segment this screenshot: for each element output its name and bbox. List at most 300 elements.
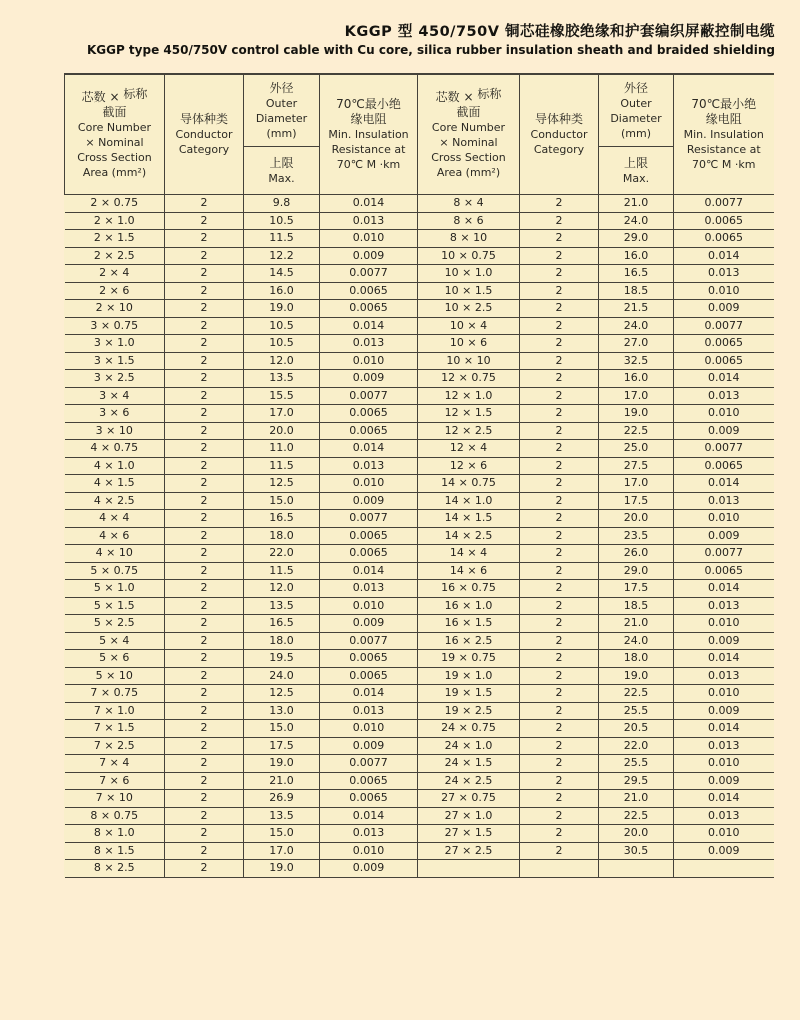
table-cell: 2 (520, 282, 599, 300)
table-cell: 2 (165, 632, 244, 650)
table-cell: 10 × 4 (418, 317, 520, 335)
table-cell: 3 × 10 (65, 422, 165, 440)
table-cell: 2 (165, 247, 244, 265)
table-cell: 0.013 (674, 597, 774, 615)
table-cell: 9.8 (244, 195, 320, 213)
table-cell: 27.0 (599, 335, 674, 353)
table-cell: 21.0 (599, 195, 674, 213)
table-cell: 2 (165, 615, 244, 633)
table-cell: 2 (520, 737, 599, 755)
table-row (65, 615, 774, 633)
page-title-zh: KGGP 型 450/750V 铜芯硅橡胶绝缘和护套编织屏蔽控制电缆 (344, 24, 775, 40)
table-cell: 0.0077 (320, 632, 418, 650)
table-cell: 14.5 (244, 265, 320, 283)
table-cell: 16 × 2.5 (418, 632, 520, 650)
table-cell: 0.009 (674, 632, 774, 650)
table-cell: 0.0065 (320, 667, 418, 685)
table-cell: 0.010 (674, 405, 774, 423)
table-cell: 0.010 (320, 475, 418, 493)
table-cell: 0.0065 (320, 790, 418, 808)
table-cell: 2 (165, 650, 244, 668)
table-cell: 2 (520, 667, 599, 685)
table-cell: 0.0077 (320, 265, 418, 283)
table-cell: 8 × 6 (418, 212, 520, 230)
table-cell: 29.0 (599, 230, 674, 248)
table-cell: 2 (165, 597, 244, 615)
table-cell: 16.5 (599, 265, 674, 283)
table-row (65, 772, 774, 790)
header-conductor-category-left: 导体种类 Conductor Category (165, 74, 244, 195)
table-cell: 27 × 2.5 (418, 842, 520, 860)
table-cell: 0.013 (320, 825, 418, 843)
table-cell: 0.010 (674, 615, 774, 633)
table-cell: 2 (520, 405, 599, 423)
table-cell: 2 (165, 527, 244, 545)
table-cell: 2 (165, 212, 244, 230)
table-cell: 7 × 1.0 (65, 702, 165, 720)
table-cell: 20.0 (599, 825, 674, 843)
table-cell: 0.010 (674, 685, 774, 703)
table-cell: 10.5 (244, 212, 320, 230)
table-cell: 11.5 (244, 230, 320, 248)
table-row (65, 580, 774, 598)
table-cell: 19.0 (244, 300, 320, 318)
table-cell: 21.0 (599, 615, 674, 633)
table-cell: 10 × 1.0 (418, 265, 520, 283)
table-cell: 0.014 (320, 440, 418, 458)
table-cell: 0.014 (320, 562, 418, 580)
table-cell: 0.0065 (320, 405, 418, 423)
table-cell: 0.009 (320, 247, 418, 265)
table-cell: 17.0 (599, 475, 674, 493)
table-cell: 15.0 (244, 720, 320, 738)
table-cell: 0.0077 (674, 317, 774, 335)
table-cell: 12 × 0.75 (418, 370, 520, 388)
table-row (65, 825, 774, 843)
table-cell: 2 (165, 580, 244, 598)
table-cell: 3 × 2.5 (65, 370, 165, 388)
table-cell: 12 × 1.0 (418, 387, 520, 405)
table-cell: 15.5 (244, 387, 320, 405)
table-cell: 3 × 0.75 (65, 317, 165, 335)
table-cell: 2 (520, 720, 599, 738)
table-cell: 0.0065 (320, 300, 418, 318)
table-cell: 10.5 (244, 335, 320, 353)
table-cell: 0.010 (320, 720, 418, 738)
header-insulation-resistance-left: 70℃最小绝 缘电阻 Min. Insulation Resistance at 70℃ M ·km (320, 74, 418, 195)
spec-table-container (64, 73, 774, 878)
table-cell: 2 (165, 720, 244, 738)
table-row (65, 737, 774, 755)
table-cell: 16 × 1.0 (418, 597, 520, 615)
table-cell: 2 (165, 545, 244, 563)
table-cell: 17.0 (244, 842, 320, 860)
table-cell: 2 (520, 755, 599, 773)
table-cell: 17.5 (599, 580, 674, 598)
table-cell: 2 (520, 562, 599, 580)
table-cell: 2 × 10 (65, 300, 165, 318)
table-cell: 0.010 (674, 510, 774, 528)
table-cell: 0.010 (320, 597, 418, 615)
table-cell: 2 (165, 230, 244, 248)
table-cell: 13.5 (244, 370, 320, 388)
table-cell: 0.010 (320, 352, 418, 370)
table-row (65, 265, 774, 283)
table-cell: 4 × 2.5 (65, 492, 165, 510)
table-cell: 14 × 2.5 (418, 527, 520, 545)
table-cell: 24 × 1.0 (418, 737, 520, 755)
table-cell: 5 × 10 (65, 667, 165, 685)
table-cell: 11.0 (244, 440, 320, 458)
table-row (65, 335, 774, 353)
table-cell: 0.0065 (320, 527, 418, 545)
table-cell: 19 × 1.5 (418, 685, 520, 703)
table-row (65, 247, 774, 265)
table-cell: 17.5 (244, 737, 320, 755)
table-cell: 8 × 0.75 (65, 807, 165, 825)
table-cell: 4 × 1.0 (65, 457, 165, 475)
table-cell: 25.5 (599, 755, 674, 773)
table-cell: 2 (520, 597, 599, 615)
table-cell: 27 × 1.5 (418, 825, 520, 843)
table-cell (418, 860, 520, 878)
table-cell: 3 × 1.0 (65, 335, 165, 353)
table-cell: 0.0077 (320, 510, 418, 528)
table-cell: 19.0 (244, 860, 320, 878)
table-cell: 0.014 (320, 807, 418, 825)
table-cell: 4 × 4 (65, 510, 165, 528)
table-row (65, 510, 774, 528)
table-cell: 2 × 0.75 (65, 195, 165, 213)
table-row (65, 720, 774, 738)
table-cell: 5 × 1.0 (65, 580, 165, 598)
table-cell: 0.009 (674, 702, 774, 720)
table-cell: 0.014 (674, 247, 774, 265)
table-cell: 8 × 4 (418, 195, 520, 213)
table-cell: 11.5 (244, 457, 320, 475)
table-cell: 3 × 4 (65, 387, 165, 405)
table-cell: 24.0 (244, 667, 320, 685)
table-cell: 14 × 4 (418, 545, 520, 563)
header-core-number-right: 芯数 × 标称 截面 Core Number × Nominal Cross Section Area (mm²) (418, 74, 520, 195)
table-cell: 19.0 (244, 755, 320, 773)
table-cell: 2 (520, 212, 599, 230)
table-row (65, 422, 774, 440)
table-cell: 22.5 (599, 422, 674, 440)
table-cell: 16.5 (244, 615, 320, 633)
table-cell: 27 × 0.75 (418, 790, 520, 808)
table-cell: 14 × 1.5 (418, 510, 520, 528)
table-row (65, 632, 774, 650)
table-cell: 0.0065 (674, 230, 774, 248)
table-cell: 0.010 (674, 825, 774, 843)
table-cell: 27.5 (599, 457, 674, 475)
table-cell: 0.0077 (674, 440, 774, 458)
table-cell: 2 (165, 737, 244, 755)
table-cell: 0.0065 (674, 457, 774, 475)
table-cell (520, 860, 599, 878)
table-row (65, 860, 774, 878)
table-cell: 0.014 (674, 650, 774, 668)
table-cell: 0.0065 (320, 282, 418, 300)
table-cell: 2 (165, 510, 244, 528)
table-cell: 0.009 (320, 737, 418, 755)
table-cell: 2 (165, 492, 244, 510)
table-row (65, 562, 774, 580)
table-row (65, 667, 774, 685)
table-cell: 0.013 (320, 702, 418, 720)
table-cell: 2 (520, 422, 599, 440)
table-cell: 24.0 (599, 317, 674, 335)
header-insulation-resistance-right: 70℃最小绝 缘电阻 Min. Insulation Resistance at 70℃ M ·km (674, 74, 774, 195)
table-cell: 0.013 (674, 265, 774, 283)
table-row (65, 475, 774, 493)
table-cell: 24 × 0.75 (418, 720, 520, 738)
table-cell: 2 (165, 702, 244, 720)
table-cell: 16.0 (599, 247, 674, 265)
table-cell: 18.5 (599, 282, 674, 300)
table-cell: 12.2 (244, 247, 320, 265)
table-cell: 7 × 1.5 (65, 720, 165, 738)
table-cell: 20.0 (244, 422, 320, 440)
table-cell: 4 × 1.5 (65, 475, 165, 493)
table-cell: 2 (165, 370, 244, 388)
table-cell: 17.5 (599, 492, 674, 510)
table-row (65, 650, 774, 668)
table-cell: 2 (520, 510, 599, 528)
table-cell: 12 × 2.5 (418, 422, 520, 440)
table-cell: 0.0065 (674, 562, 774, 580)
table-cell: 10 × 2.5 (418, 300, 520, 318)
table-cell: 0.014 (674, 790, 774, 808)
table-cell: 4 × 0.75 (65, 440, 165, 458)
table-cell: 10.5 (244, 317, 320, 335)
table-cell: 13.5 (244, 597, 320, 615)
table-cell: 0.0077 (674, 545, 774, 563)
table-cell: 16.0 (244, 282, 320, 300)
table-cell: 2 (520, 475, 599, 493)
table-cell: 0.0065 (320, 650, 418, 668)
table-cell: 5 × 6 (65, 650, 165, 668)
table-row (65, 440, 774, 458)
table-cell: 20.5 (599, 720, 674, 738)
table-row (65, 300, 774, 318)
table-cell: 8 × 1.5 (65, 842, 165, 860)
table-cell: 20.0 (599, 510, 674, 528)
table-cell: 22.5 (599, 685, 674, 703)
header-outer-diameter-left: 外径 Outer Diameter (mm) 上限 Max. (244, 74, 320, 195)
table-row (65, 352, 774, 370)
table-cell: 17.0 (244, 405, 320, 423)
table-row (65, 527, 774, 545)
table-cell: 2 (520, 615, 599, 633)
table-cell: 0.013 (674, 387, 774, 405)
table-cell: 2 (165, 807, 244, 825)
table-cell: 2 (520, 440, 599, 458)
table-cell: 14 × 0.75 (418, 475, 520, 493)
table-cell: 19.5 (244, 650, 320, 668)
table-row (65, 230, 774, 248)
table-cell: 2 (165, 457, 244, 475)
table-cell: 2 (165, 562, 244, 580)
table-cell: 5 × 4 (65, 632, 165, 650)
table-cell: 0.0065 (320, 772, 418, 790)
table-cell: 4 × 10 (65, 545, 165, 563)
table-cell: 19 × 0.75 (418, 650, 520, 668)
table-cell: 0.0065 (320, 422, 418, 440)
table-cell: 2 (520, 387, 599, 405)
table-cell: 2 (520, 825, 599, 843)
table-cell: 2 × 6 (65, 282, 165, 300)
table-cell: 0.014 (320, 317, 418, 335)
table-cell: 2 (165, 860, 244, 878)
table-cell: 5 × 0.75 (65, 562, 165, 580)
table-row (65, 317, 774, 335)
table-cell: 0.009 (674, 422, 774, 440)
table-cell: 18.0 (244, 632, 320, 650)
table-cell: 24.0 (599, 212, 674, 230)
table-row (65, 790, 774, 808)
table-cell: 27 × 1.0 (418, 807, 520, 825)
table-cell: 0.010 (674, 755, 774, 773)
header-conductor-category-right: 导体种类 Conductor Category (520, 74, 599, 195)
table-cell: 2 (520, 335, 599, 353)
table-row (65, 387, 774, 405)
table-cell: 2 (165, 755, 244, 773)
table-row (65, 282, 774, 300)
table-cell: 26.0 (599, 545, 674, 563)
table-cell: 2 (520, 195, 599, 213)
table-cell: 22.5 (599, 807, 674, 825)
table-cell: 3 × 6 (65, 405, 165, 423)
table-cell: 0.014 (674, 580, 774, 598)
table-cell: 10 × 1.5 (418, 282, 520, 300)
table-cell: 2 (165, 405, 244, 423)
table-cell: 2 (165, 195, 244, 213)
table-cell: 2 (520, 702, 599, 720)
table-cell: 2 (165, 772, 244, 790)
table-cell: 8 × 1.0 (65, 825, 165, 843)
table-cell: 22.0 (599, 737, 674, 755)
table-row (65, 807, 774, 825)
table-cell: 0.0065 (674, 352, 774, 370)
table-cell: 0.009 (674, 300, 774, 318)
table-cell: 0.013 (674, 737, 774, 755)
table-cell: 2 (520, 457, 599, 475)
table-cell: 2 (165, 335, 244, 353)
table-cell: 19.0 (599, 667, 674, 685)
table-cell: 2 (520, 300, 599, 318)
table-cell: 7 × 0.75 (65, 685, 165, 703)
spec-table-body (65, 195, 774, 878)
table-cell: 25.5 (599, 702, 674, 720)
table-row (65, 492, 774, 510)
table-row (65, 755, 774, 773)
table-cell: 2 (165, 352, 244, 370)
table-cell: 7 × 4 (65, 755, 165, 773)
table-cell: 0.013 (320, 335, 418, 353)
table-cell: 0.010 (320, 842, 418, 860)
table-cell: 0.010 (320, 230, 418, 248)
table-header (65, 74, 774, 195)
table-cell: 19 × 2.5 (418, 702, 520, 720)
table-cell: 2 (165, 422, 244, 440)
table-cell: 2 (520, 317, 599, 335)
table-cell: 7 × 10 (65, 790, 165, 808)
table-cell (599, 860, 674, 878)
table-cell: 0.014 (320, 195, 418, 213)
table-cell: 4 × 6 (65, 527, 165, 545)
header-outer-diameter-right: 外径 Outer Diameter (mm) 上限 Max. (599, 74, 674, 195)
table-cell: 12 × 4 (418, 440, 520, 458)
table-cell: 21.0 (599, 790, 674, 808)
table-row (65, 545, 774, 563)
table-cell: 2 (165, 825, 244, 843)
table-cell: 16 × 0.75 (418, 580, 520, 598)
table-row (65, 195, 774, 213)
table-cell: 14 × 6 (418, 562, 520, 580)
table-cell: 13.0 (244, 702, 320, 720)
table-cell: 12 × 1.5 (418, 405, 520, 423)
table-cell: 29.5 (599, 772, 674, 790)
table-cell: 12.0 (244, 580, 320, 598)
table-cell: 7 × 6 (65, 772, 165, 790)
table-cell: 22.0 (244, 545, 320, 563)
table-cell: 0.009 (320, 492, 418, 510)
table-cell: 26.9 (244, 790, 320, 808)
table-cell: 2 (520, 527, 599, 545)
table-cell: 17.0 (599, 387, 674, 405)
table-cell: 23.5 (599, 527, 674, 545)
table-cell: 0.0065 (674, 212, 774, 230)
page-title (87, 23, 775, 58)
table-cell: 15.0 (244, 492, 320, 510)
table-cell: 2 (165, 387, 244, 405)
table-cell: 24.0 (599, 632, 674, 650)
table-cell: 2 (165, 685, 244, 703)
table-cell: 8 × 2.5 (65, 860, 165, 878)
table-cell: 0.009 (320, 370, 418, 388)
table-cell: 0.009 (674, 527, 774, 545)
table-cell: 2 (520, 370, 599, 388)
table-cell: 5 × 2.5 (65, 615, 165, 633)
table-cell: 16 × 1.5 (418, 615, 520, 633)
table-cell: 2 (520, 632, 599, 650)
table-cell: 2 (165, 842, 244, 860)
table-row (65, 370, 774, 388)
table-cell: 2 (165, 475, 244, 493)
table-cell: 10 × 6 (418, 335, 520, 353)
table-cell: 2 (165, 440, 244, 458)
table-row (65, 405, 774, 423)
table-cell: 0.013 (320, 457, 418, 475)
table-cell: 18.5 (599, 597, 674, 615)
table-cell: 2 (520, 650, 599, 668)
table-cell: 0.010 (674, 282, 774, 300)
table-cell: 0.0065 (320, 545, 418, 563)
table-cell: 14 × 1.0 (418, 492, 520, 510)
table-cell: 18.0 (244, 527, 320, 545)
table-cell: 2 (520, 772, 599, 790)
table-cell: 19 × 1.0 (418, 667, 520, 685)
table-cell: 16.0 (599, 370, 674, 388)
table-cell: 12 × 6 (418, 457, 520, 475)
table-cell: 11.5 (244, 562, 320, 580)
table-cell: 2 × 1.5 (65, 230, 165, 248)
table-cell: 2 (520, 580, 599, 598)
table-cell: 2 (165, 300, 244, 318)
table-cell: 2 (520, 247, 599, 265)
